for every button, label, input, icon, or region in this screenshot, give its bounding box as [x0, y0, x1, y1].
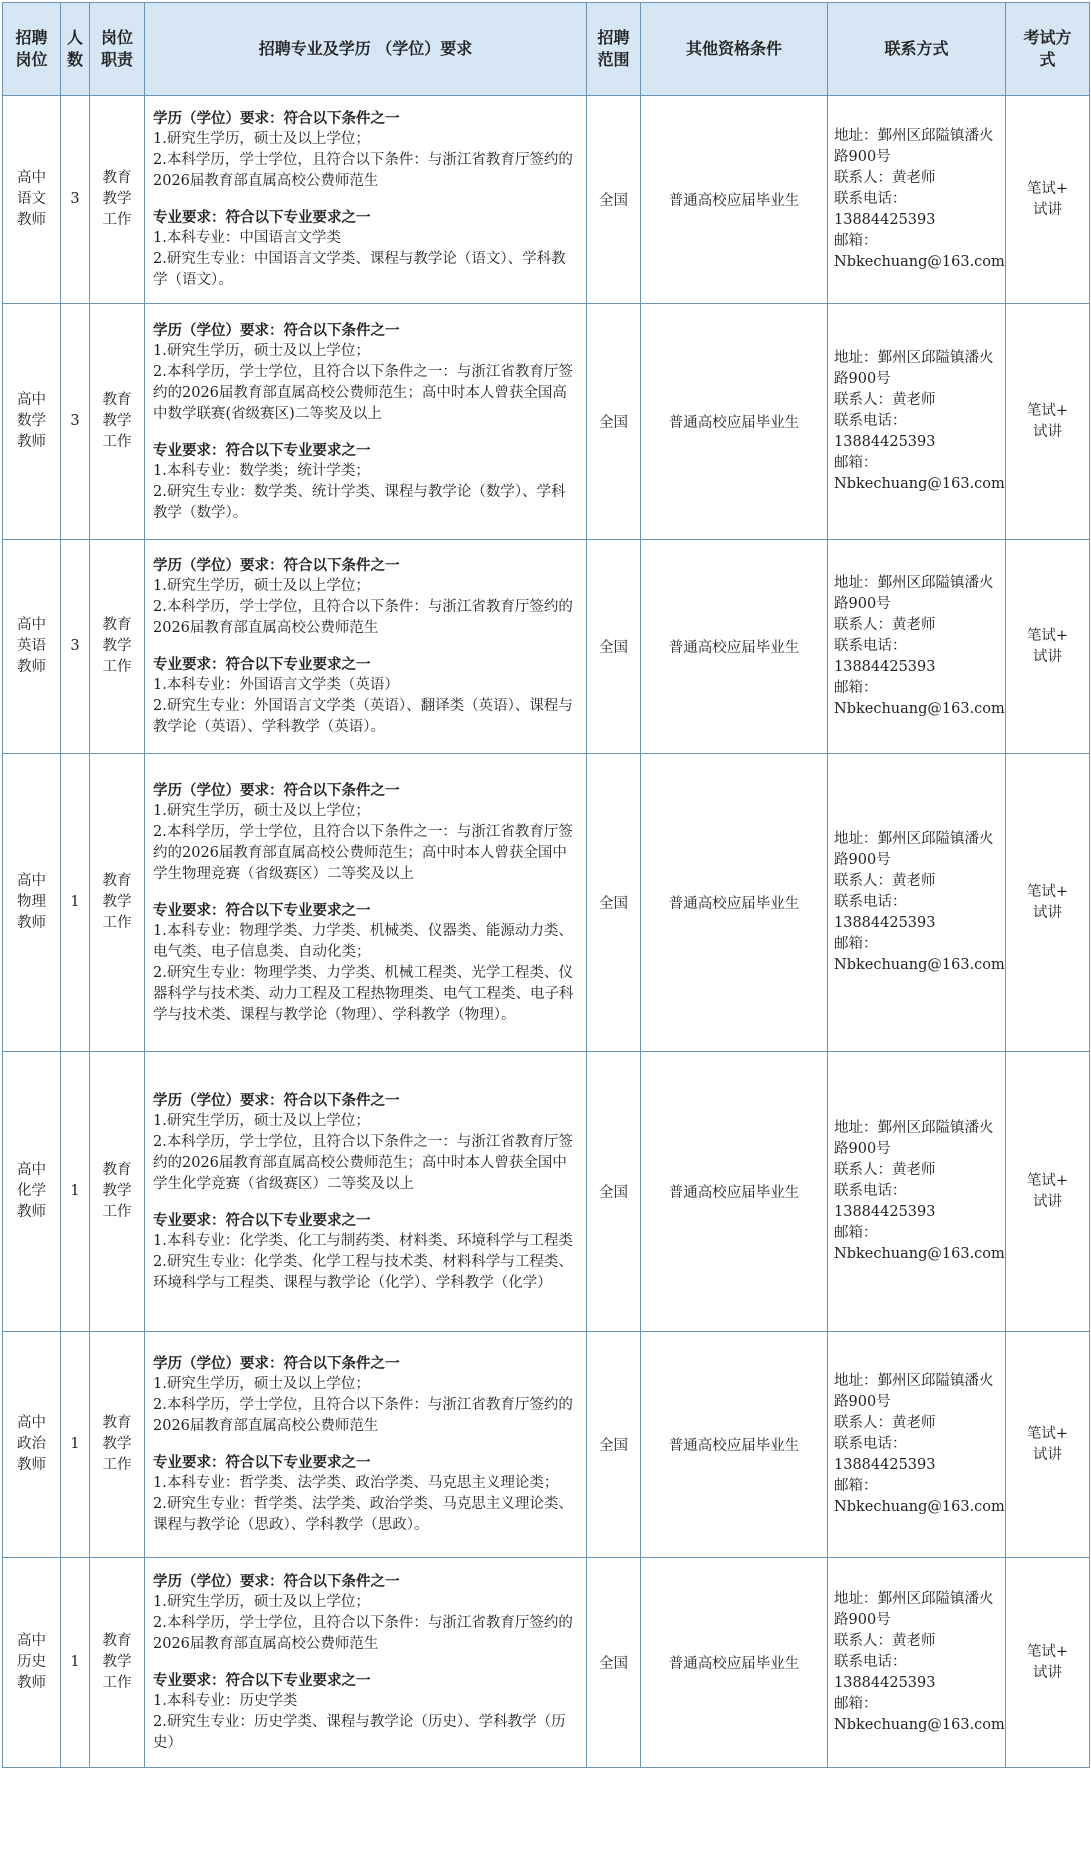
header-requirements: [145, 3, 587, 96]
major-requirement-title: 专业要求：符合以下专业要求之一: [153, 656, 371, 673]
header-scope-text: 招聘 范围: [597, 28, 630, 69]
section-spacer: [153, 1437, 578, 1452]
contact-line: 13884425393: [834, 915, 936, 931]
contact-line: 联系电话：: [834, 191, 907, 207]
position-cell-text: 高中 政治 教师: [17, 1415, 46, 1473]
other-conditions-text: 普通高校应届毕业生: [668, 1438, 800, 1454]
scope-cell: [587, 1052, 641, 1332]
position-cell: [3, 754, 61, 1052]
education-requirement-title: 学历（学位）要求：符合以下条件之一: [153, 781, 400, 799]
education-requirement-title: 学历（学位）要求：符合以下条件之一: [153, 321, 400, 339]
contact-line: 13884425393: [834, 212, 936, 228]
contact-line: Nbkechuang@163.com: [834, 1717, 1005, 1733]
duty-cell: [90, 540, 145, 754]
major-requirement-line: 2.研究生专业：数学类、统计学类、课程与教学论（数学）、学科教学（数学）。: [153, 483, 566, 521]
exam-method-cell: [1006, 754, 1090, 1052]
contact-line: 联系人：黄老师: [834, 1415, 936, 1431]
count-cell-text: 1: [70, 894, 80, 910]
contact-cell: [828, 1332, 1006, 1558]
section-spacer: [153, 192, 578, 207]
contact-line: 地址：鄞州区邱隘镇潘火路900号: [834, 1373, 994, 1410]
section-spacer: [153, 425, 578, 440]
header-position: [3, 3, 61, 96]
requirements-cell: [145, 540, 587, 754]
duty-cell-text: 教育 教学 工作: [102, 873, 132, 931]
major-requirement-line: 2.研究生专业：哲学类、法学类、政治学类、马克思主义理论类、课程与教学论（思政）、学科教学（思政）。: [153, 1496, 573, 1533]
recruitment-table: [2, 2, 1090, 1768]
contact-line: 联系人：黄老师: [834, 170, 936, 186]
contact-line: 13884425393: [834, 1675, 936, 1691]
contact-line: Nbkechuang@163.com: [834, 701, 1005, 717]
position-cell-text: 高中 数学 教师: [17, 392, 46, 450]
position-cell-text: 高中 英语 教师: [17, 617, 46, 675]
scope-cell-text: 全国: [599, 415, 628, 431]
other-conditions-text: 普通高校应届毕业生: [668, 193, 800, 209]
major-requirement-title: 专业要求：符合以下专业要求之一: [153, 1672, 371, 1689]
scope-cell: [587, 1558, 641, 1768]
table-row: [3, 754, 1090, 1052]
exam-method-cell: [1006, 1052, 1090, 1332]
major-requirement-title: 专业要求：符合以下专业要求之一: [153, 901, 371, 919]
requirements-cell: [145, 96, 587, 304]
requirements-cell: [145, 304, 587, 540]
scope-cell: [587, 540, 641, 754]
position-cell: [3, 1558, 61, 1768]
section-spacer: [153, 1195, 578, 1210]
major-requirement-line: 1.本科专业：化学类、化工与制药类、材料类、环境科学与工程类: [153, 1232, 573, 1249]
header-contact: [828, 3, 1006, 96]
count-cell: [61, 754, 90, 1052]
contact-line: 联系电话：: [834, 1436, 907, 1452]
duty-cell: [90, 1332, 145, 1558]
scope-cell: [587, 754, 641, 1052]
contact-line: 13884425393: [834, 1457, 936, 1473]
contact-line: 邮箱：: [834, 1696, 878, 1712]
count-cell-text: 3: [70, 191, 80, 207]
count-cell-text: 3: [70, 638, 80, 654]
table-body: [3, 96, 1090, 1768]
exam-method-cell-text: 笔试+ 试讲: [1026, 1172, 1069, 1210]
major-requirement-line: 2.研究生专业：中国语言文学类、课程与教学论（语文）、学科教学（语文）。: [153, 251, 566, 288]
count-cell-text: 1: [70, 1436, 80, 1452]
contact-line: Nbkechuang@163.com: [834, 1499, 1005, 1515]
header-exam: [1006, 3, 1090, 96]
table-row: [3, 1332, 1090, 1558]
education-requirement-line: 2.本科学历，学士学位，且符合以下条件：与浙江省教育厅签约的2026届教育部直属高校公费师范生: [153, 1615, 573, 1652]
scope-cell: [587, 96, 641, 304]
major-requirement-line: 1.本科专业：历史学类: [153, 1693, 298, 1709]
header-contact-text: 联系方式: [884, 39, 949, 58]
contact-line: 联系人：黄老师: [834, 617, 936, 633]
contact-cell: [828, 1052, 1006, 1332]
contact-line: Nbkechuang@163.com: [834, 957, 1005, 973]
contact-cell: [828, 304, 1006, 540]
contact-line: 地址：鄞州区邱隘镇潘火路900号: [834, 1120, 994, 1157]
duty-cell-text: 教育 教学 工作: [102, 617, 132, 675]
position-cell-text: 高中 历史 教师: [17, 1633, 46, 1691]
section-spacer: [153, 639, 578, 654]
education-requirement-line: 1.研究生学历，硕士及以上学位；: [153, 342, 370, 359]
scope-cell: [587, 1332, 641, 1558]
other-conditions-text: 普通高校应届毕业生: [668, 896, 800, 912]
contact-line: 地址：鄞州区邱隘镇潘火路900号: [834, 831, 994, 868]
table-row: [3, 1052, 1090, 1332]
header-other-text: 其他资格条件: [685, 39, 782, 58]
header-count-text: 人 数: [66, 28, 83, 69]
header-requirements-text: 招聘专业及学历 （学位）要求: [258, 39, 473, 58]
header-scope: [587, 3, 641, 96]
education-requirement-line: 2.本科学历，学士学位，且符合以下条件之一：与浙江省教育厅签约的2026届教育部直属高校公费师范生；高中时本人曾获全国中学生化学竞赛（省级赛区）二等奖及以上: [153, 1133, 573, 1192]
duty-cell-text: 教育 教学 工作: [102, 1162, 132, 1220]
other-conditions-cell: [641, 1558, 828, 1768]
contact-line: 联系电话：: [834, 1654, 907, 1670]
major-requirement-line: 2.研究生专业：历史学类、课程与教学论（历史）、学科教学（历史）: [153, 1714, 566, 1751]
contact-cell: [828, 754, 1006, 1052]
table-row: [3, 1558, 1090, 1768]
duty-cell: [90, 1052, 145, 1332]
contact-line: 邮箱：: [834, 455, 878, 471]
position-cell: [3, 1052, 61, 1332]
other-conditions-cell: [641, 304, 828, 540]
count-cell: [61, 304, 90, 540]
major-requirement-line: 1.本科专业：中国语言文学类: [153, 230, 341, 246]
exam-method-cell: [1006, 96, 1090, 304]
education-requirement-line: 1.研究生学历，硕士及以上学位；: [153, 1594, 370, 1610]
scope-cell-text: 全国: [599, 193, 628, 209]
duty-cell: [90, 1558, 145, 1768]
contact-cell: [828, 96, 1006, 304]
position-cell: [3, 304, 61, 540]
major-requirement-line: 2.研究生专业：化学类、化学工程与技术类、材料科学与工程类、环境科学与工程类、课程与教学论（化学）、学科教学（化学）: [153, 1253, 573, 1291]
section-spacer: [153, 885, 578, 900]
position-cell: [3, 540, 61, 754]
contact-line: 邮箱：: [834, 936, 878, 952]
count-cell-text: 3: [70, 413, 80, 429]
header-count: [61, 3, 90, 96]
contact-line: 联系电话：: [834, 894, 907, 910]
scope-cell-text: 全国: [599, 1656, 628, 1672]
contact-line: 13884425393: [834, 434, 936, 450]
scope-cell: [587, 304, 641, 540]
duty-cell: [90, 304, 145, 540]
exam-method-cell: [1006, 1558, 1090, 1768]
contact-line: 联系人：黄老师: [834, 1162, 936, 1178]
education-requirement-line: 1.研究生学历，硕士及以上学位；: [153, 578, 370, 594]
exam-method-cell: [1006, 540, 1090, 754]
contact-line: 联系人：黄老师: [834, 873, 936, 889]
duty-cell-text: 教育 教学 工作: [102, 170, 132, 228]
other-conditions-cell: [641, 754, 828, 1052]
duty-cell-text: 教育 教学 工作: [102, 392, 132, 450]
other-conditions-text: 普通高校应届毕业生: [668, 1656, 800, 1672]
education-requirement-line: 1.研究生学历，硕士及以上学位；: [153, 1112, 370, 1129]
contact-line: 地址：鄞州区邱隘镇潘火路900号: [834, 128, 994, 165]
major-requirement-line: 1.本科专业：物理学类、力学类、机械类、仪器类、能源动力类、电气类、电子信息类、自动化类；: [153, 922, 573, 960]
major-requirement-title: 专业要求：符合以下专业要求之一: [153, 1454, 371, 1471]
table-header-row: [3, 3, 1090, 96]
contact-cell: [828, 540, 1006, 754]
contact-line: Nbkechuang@163.com: [834, 1246, 1005, 1262]
other-conditions-text: 普通高校应届毕业生: [668, 640, 800, 656]
education-requirement-title: 学历（学位）要求：符合以下条件之一: [153, 1355, 400, 1372]
scope-cell-text: 全国: [599, 1438, 628, 1454]
major-requirement-line: 1.本科专业：外国语言文学类（英语）: [153, 677, 399, 693]
contact-line: 地址：鄞州区邱隘镇潘火路900号: [834, 350, 994, 387]
other-conditions-cell: [641, 540, 828, 754]
position-cell: [3, 96, 61, 304]
contact-line: 联系电话：: [834, 1183, 907, 1199]
position-cell-text: 高中 物理 教师: [17, 873, 46, 931]
major-requirement-line: 2.研究生专业：外国语言文学类（英语）、翻译类（英语）、课程与教学论（英语）、学科教学（英语）。: [153, 698, 573, 735]
count-cell: [61, 1332, 90, 1558]
duty-cell-text: 教育 教学 工作: [102, 1415, 132, 1473]
contact-line: 联系电话：: [834, 413, 907, 429]
scope-cell-text: 全国: [599, 640, 628, 656]
major-requirement-title: 专业要求：符合以下专业要求之一: [153, 1211, 371, 1229]
header-position-text: 招聘 岗位: [15, 28, 48, 69]
requirements-cell: [145, 1558, 587, 1768]
exam-method-cell-text: 笔试+ 试讲: [1026, 402, 1069, 440]
education-requirement-line: 2.本科学历，学士学位，且符合以下条件：与浙江省教育厅签约的2026届教育部直属高校公费师范生: [153, 599, 573, 636]
table-row: [3, 304, 1090, 540]
other-conditions-cell: [641, 1052, 828, 1332]
education-requirement-title: 学历（学位）要求：符合以下条件之一: [153, 110, 400, 127]
scope-cell-text: 全国: [599, 1185, 628, 1201]
major-requirement-line: 1.本科专业：哲学类、法学类、政治学类、马克思主义理论类；: [153, 1475, 559, 1491]
contact-line: 地址：鄞州区邱隘镇潘火路900号: [834, 1591, 994, 1628]
major-requirement-title: 专业要求：符合以下专业要求之一: [153, 441, 371, 459]
education-requirement-title: 学历（学位）要求：符合以下条件之一: [153, 557, 400, 574]
education-requirement-line: 2.本科学历，学士学位，且符合以下条件：与浙江省教育厅签约的2026届教育部直属高校公费师范生: [153, 152, 573, 189]
contact-line: 邮箱：: [834, 1478, 878, 1494]
duty-cell: [90, 96, 145, 304]
exam-method-cell-text: 笔试+ 试讲: [1026, 180, 1069, 218]
other-conditions-cell: [641, 96, 828, 304]
major-requirement-title: 专业要求：符合以下专业要求之一: [153, 209, 371, 226]
duty-cell-text: 教育 教学 工作: [102, 1633, 132, 1691]
contact-line: Nbkechuang@163.com: [834, 254, 1005, 270]
table-row: [3, 96, 1090, 304]
education-requirement-line: 2.本科学历，学士学位，且符合以下条件：与浙江省教育厅签约的2026届教育部直属高校公费师范生: [153, 1397, 573, 1434]
exam-method-cell-text: 笔试+ 试讲: [1026, 883, 1069, 921]
count-cell-text: 1: [70, 1183, 80, 1199]
other-conditions-text: 普通高校应届毕业生: [668, 415, 800, 431]
position-cell-text: 高中 化学 教师: [17, 1162, 46, 1220]
requirements-cell: [145, 754, 587, 1052]
contact-line: 13884425393: [834, 1204, 936, 1220]
contact-line: 邮箱：: [834, 680, 878, 696]
header-other: [641, 3, 828, 96]
exam-method-cell-text: 笔试+ 试讲: [1026, 627, 1069, 665]
contact-line: Nbkechuang@163.com: [834, 476, 1005, 492]
header-duty: [90, 3, 145, 96]
education-requirement-line: 2.本科学历，学士学位，且符合以下条件之一：与浙江省教育厅签约的2026届教育部直属高校公费师范生；高中时本人曾获全国中学生物理竞赛（省级赛区）二等奖及以上: [153, 823, 573, 882]
exam-method-cell-text: 笔试+ 试讲: [1026, 1643, 1069, 1681]
other-conditions-text: 普通高校应届毕业生: [668, 1185, 800, 1201]
table-row: [3, 540, 1090, 754]
exam-method-cell: [1006, 1332, 1090, 1558]
header-duty-text: 岗位 职责: [100, 28, 133, 69]
education-requirement-line: 2.本科学历，学士学位，且符合以下条件之一：与浙江省教育厅签约的2026届教育部直属高校公费师范生；高中时本人曾获全国高中数学联赛(省级赛区)二等奖及以上: [153, 363, 573, 422]
exam-method-cell-text: 笔试+ 试讲: [1026, 1425, 1069, 1463]
education-requirement-title: 学历（学位）要求：符合以下条件之一: [153, 1573, 400, 1590]
major-requirement-line: 2.研究生专业：物理学类、力学类、机械工程类、光学工程类、仪器科学与技术类、动力工程及工程热物理类、电气工程类、电子科学与技术类、课程与教学论（物理）、学科教学（物理）。: [153, 964, 574, 1023]
section-spacer: [153, 1655, 578, 1670]
education-requirement-title: 学历（学位）要求：符合以下条件之一: [153, 1091, 400, 1109]
header-exam-text: 考试方 式: [1023, 28, 1072, 69]
major-requirement-line: 1.本科专业：数学类；统计学类；: [153, 462, 370, 479]
position-cell: [3, 1332, 61, 1558]
contact-line: 联系人：黄老师: [834, 1633, 936, 1649]
contact-line: 13884425393: [834, 659, 936, 675]
count-cell: [61, 96, 90, 304]
requirements-cell: [145, 1332, 587, 1558]
count-cell-text: 1: [70, 1654, 80, 1670]
education-requirement-line: 1.研究生学历，硕士及以上学位；: [153, 1376, 370, 1392]
other-conditions-cell: [641, 1332, 828, 1558]
position-cell-text: 高中 语文 教师: [17, 170, 46, 228]
education-requirement-line: 1.研究生学历，硕士及以上学位；: [153, 131, 370, 147]
contact-line: 邮箱：: [834, 1225, 878, 1241]
contact-line: 联系电话：: [834, 638, 907, 654]
scope-cell-text: 全国: [599, 896, 628, 912]
contact-cell: [828, 1558, 1006, 1768]
count-cell: [61, 1052, 90, 1332]
duty-cell: [90, 754, 145, 1052]
count-cell: [61, 1558, 90, 1768]
contact-line: 联系人：黄老师: [834, 392, 936, 408]
requirements-cell: [145, 1052, 587, 1332]
contact-line: 邮箱：: [834, 233, 878, 249]
exam-method-cell: [1006, 304, 1090, 540]
education-requirement-line: 1.研究生学历，硕士及以上学位；: [153, 802, 370, 819]
contact-line: 地址：鄞州区邱隘镇潘火路900号: [834, 575, 994, 612]
count-cell: [61, 540, 90, 754]
